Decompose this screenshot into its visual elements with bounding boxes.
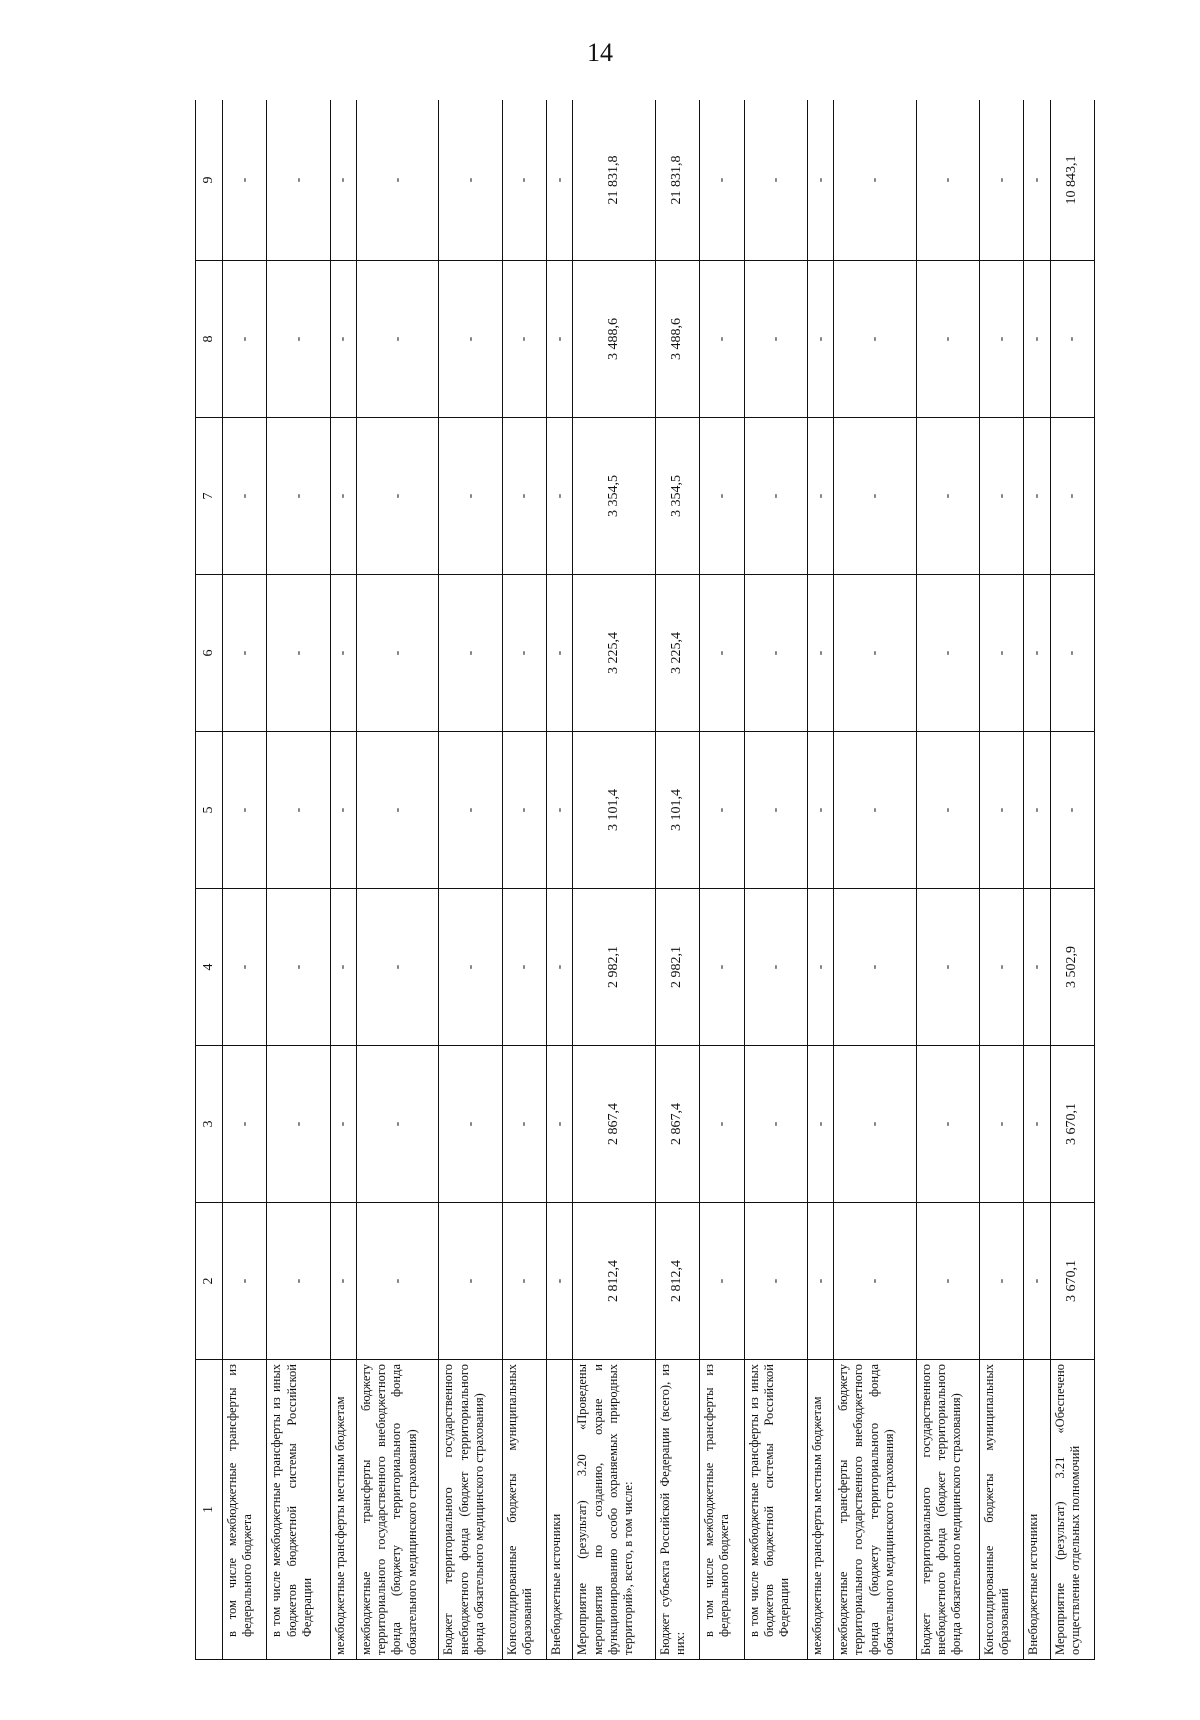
row-label: Мероприятие (результат) 3.21 «Обеспечено осуществление отдельных полномочий: [1050, 1360, 1094, 1660]
column-header-1: 1: [196, 1360, 223, 1660]
cell-value: -: [439, 575, 502, 732]
table-row: [916, 100, 979, 1660]
cell-value: -: [356, 100, 438, 261]
cell-value: -: [700, 418, 744, 575]
cell-value: -: [979, 1203, 1023, 1360]
table-body: [223, 100, 1095, 1660]
cell-value: -: [700, 732, 744, 889]
cell-value: -: [834, 100, 916, 261]
table-row: [744, 100, 807, 1660]
cell-value: -: [744, 732, 807, 889]
cell-value: -: [979, 575, 1023, 732]
row-label: Консолидированные бюджеты муниципальных образований: [979, 1360, 1023, 1660]
cell-value: -: [744, 261, 807, 418]
cell-value: -: [547, 889, 573, 1046]
column-header-4: 4: [196, 889, 223, 1046]
cell-value: -: [330, 732, 356, 889]
cell-value: 3 488,6: [655, 261, 699, 418]
table-row: [1050, 100, 1094, 1660]
row-label: в том числе межбюджетные трансферты из федерального бюджета: [223, 1360, 267, 1660]
table-row: [439, 100, 502, 1660]
cell-value: -: [439, 1203, 502, 1360]
cell-value: 3 225,4: [655, 575, 699, 732]
cell-value: -: [330, 1203, 356, 1360]
table-row: [807, 100, 833, 1660]
cell-value: -: [744, 418, 807, 575]
cell-value: -: [1024, 1203, 1050, 1360]
cell-value: 2 982,1: [573, 889, 655, 1046]
cell-value: -: [356, 1046, 438, 1203]
column-header-2: 2: [196, 1203, 223, 1360]
cell-value: -: [502, 889, 546, 1046]
cell-value: -: [223, 1203, 267, 1360]
cell-value: -: [223, 575, 267, 732]
cell-value: -: [223, 418, 267, 575]
table-header: [196, 100, 223, 1660]
cell-value: -: [223, 889, 267, 1046]
cell-value: -: [807, 732, 833, 889]
cell-value: -: [807, 575, 833, 732]
cell-value: -: [916, 1046, 979, 1203]
cell-value: -: [1024, 418, 1050, 575]
cell-value: 2 982,1: [655, 889, 699, 1046]
cell-value: -: [979, 889, 1023, 1046]
cell-value: -: [502, 1046, 546, 1203]
cell-value: 3 225,4: [573, 575, 655, 732]
cell-value: -: [700, 261, 744, 418]
cell-value: -: [916, 732, 979, 889]
cell-value: 21 831,8: [573, 100, 655, 261]
cell-value: -: [834, 732, 916, 889]
cell-value: -: [502, 261, 546, 418]
cell-value: 3 502,9: [1050, 889, 1094, 1046]
cell-value: -: [267, 1046, 330, 1203]
cell-value: -: [439, 732, 502, 889]
cell-value: 2 812,4: [655, 1203, 699, 1360]
cell-value: -: [330, 889, 356, 1046]
cell-value: -: [502, 575, 546, 732]
cell-value: 2 867,4: [655, 1046, 699, 1203]
table-row: [267, 100, 330, 1660]
cell-value: -: [223, 100, 267, 261]
cell-value: -: [916, 100, 979, 261]
row-label: Бюджет субъекта Российской Федерации (всего), из них:: [655, 1360, 699, 1660]
table-row: [655, 100, 699, 1660]
column-header-7: 7: [196, 418, 223, 575]
cell-value: -: [330, 418, 356, 575]
cell-value: -: [502, 100, 546, 261]
cell-value: -: [547, 100, 573, 261]
table-row: [223, 100, 267, 1660]
cell-value: -: [502, 732, 546, 889]
row-label: в том числе межбюджетные трансферты из федерального бюджета: [700, 1360, 744, 1660]
table-row: [573, 100, 655, 1660]
cell-value: -: [330, 1046, 356, 1203]
cell-value: -: [1024, 1046, 1050, 1203]
cell-value: -: [267, 100, 330, 261]
column-header-3: 3: [196, 1046, 223, 1203]
cell-value: -: [700, 889, 744, 1046]
table-row: [700, 100, 744, 1660]
cell-value: -: [356, 575, 438, 732]
cell-value: -: [807, 100, 833, 261]
cell-value: -: [1024, 889, 1050, 1046]
column-header-8: 8: [196, 261, 223, 418]
cell-value: -: [744, 100, 807, 261]
cell-value: -: [979, 1046, 1023, 1203]
cell-value: 3 488,6: [573, 261, 655, 418]
cell-value: 3 670,1: [1050, 1203, 1094, 1360]
cell-value: -: [547, 261, 573, 418]
cell-value: -: [916, 575, 979, 732]
cell-value: -: [979, 100, 1023, 261]
cell-value: -: [979, 732, 1023, 889]
page-number: 14: [587, 38, 613, 67]
cell-value: -: [267, 1203, 330, 1360]
cell-value: -: [700, 1046, 744, 1203]
cell-value: -: [223, 1046, 267, 1203]
cell-value: -: [439, 100, 502, 261]
cell-value: -: [223, 261, 267, 418]
cell-value: 3 670,1: [1050, 1046, 1094, 1203]
cell-value: -: [502, 1203, 546, 1360]
column-header-5: 5: [196, 732, 223, 889]
table-row: [1024, 100, 1050, 1660]
cell-value: -: [834, 1203, 916, 1360]
cell-value: -: [267, 261, 330, 418]
row-label: Бюджет территориального государственного внебюджетного фонда (бюджет территориального фонда обязательного медицинского страхования): [916, 1360, 979, 1660]
table-row: [547, 100, 573, 1660]
row-label: Бюджет территориального государственного внебюджетного фонда (бюджет территориального фонда обязательного медицинского страхования): [439, 1360, 502, 1660]
cell-value: -: [267, 732, 330, 889]
cell-value: 3 354,5: [573, 418, 655, 575]
cell-value: -: [1024, 575, 1050, 732]
cell-value: -: [439, 1046, 502, 1203]
row-label: в том числе межбюджетные трансферты из иных бюджетов бюджетной системы Российской Федерации: [267, 1360, 330, 1660]
cell-value: -: [807, 261, 833, 418]
cell-value: -: [502, 418, 546, 575]
cell-value: -: [547, 732, 573, 889]
row-label: межбюджетные трансферты местным бюджетам: [807, 1360, 833, 1660]
cell-value: -: [356, 1203, 438, 1360]
cell-value: 10 843,1: [1050, 100, 1094, 261]
cell-value: -: [834, 575, 916, 732]
cell-value: -: [1050, 575, 1094, 732]
table-row: [356, 100, 438, 1660]
cell-value: -: [356, 889, 438, 1046]
table-row: [330, 100, 356, 1660]
cell-value: 2 867,4: [573, 1046, 655, 1203]
cell-value: -: [267, 889, 330, 1046]
cell-value: -: [916, 418, 979, 575]
row-label: Внебюджетные источники: [547, 1360, 573, 1660]
header-row: [196, 100, 223, 1660]
cell-value: -: [547, 1203, 573, 1360]
cell-value: -: [700, 575, 744, 732]
row-label: в том числе межбюджетные трансферты из иных бюджетов бюджетной системы Российской Федерации: [744, 1360, 807, 1660]
cell-value: -: [834, 418, 916, 575]
row-label: межбюджетные трансферты местным бюджетам: [330, 1360, 356, 1660]
cell-value: -: [807, 1046, 833, 1203]
cell-value: -: [700, 1203, 744, 1360]
cell-value: -: [223, 732, 267, 889]
cell-value: -: [547, 1046, 573, 1203]
cell-value: -: [356, 418, 438, 575]
cell-value: -: [439, 261, 502, 418]
cell-value: 3 101,4: [573, 732, 655, 889]
rotated-table-container: [195, 100, 1095, 1660]
cell-value: -: [807, 1203, 833, 1360]
cell-value: -: [1024, 100, 1050, 261]
cell-value: -: [807, 889, 833, 1046]
cell-value: -: [1024, 732, 1050, 889]
cell-value: -: [547, 575, 573, 732]
row-label: межбюджетные трансферты бюджету территориального государственного внебюджетного фонда (бюджету территориального фонда обязательного медицинского страхования): [356, 1360, 438, 1660]
cell-value: -: [439, 889, 502, 1046]
column-header-9: 9: [196, 100, 223, 261]
cell-value: -: [916, 1203, 979, 1360]
cell-value: -: [267, 418, 330, 575]
cell-value: -: [916, 261, 979, 418]
cell-value: -: [330, 100, 356, 261]
row-label: межбюджетные трансферты бюджету территориального государственного внебюджетного фонда (бюджету территориального фонда обязательного медицинского страхования): [834, 1360, 916, 1660]
cell-value: -: [979, 418, 1023, 575]
column-header-6: 6: [196, 575, 223, 732]
cell-value: -: [547, 418, 573, 575]
row-label: Внебюджетные источники: [1024, 1360, 1050, 1660]
row-label: Мероприятие (результат) 3.20 «Проведены мероприятия по созданию, охране и функционированию особо охраняемых природных территорий», всего, в том числе:: [573, 1360, 655, 1660]
budget-table: [195, 100, 1095, 1660]
rotated-table-area: [195, 100, 1095, 1660]
cell-value: 3 101,4: [655, 732, 699, 889]
cell-value: -: [356, 732, 438, 889]
cell-value: -: [267, 575, 330, 732]
cell-value: -: [356, 261, 438, 418]
cell-value: -: [330, 261, 356, 418]
cell-value: 21 831,8: [655, 100, 699, 261]
cell-value: -: [744, 889, 807, 1046]
cell-value: -: [834, 261, 916, 418]
cell-value: -: [834, 889, 916, 1046]
cell-value: -: [834, 1046, 916, 1203]
table-row: [979, 100, 1023, 1660]
cell-value: -: [1050, 418, 1094, 575]
cell-value: -: [330, 575, 356, 732]
table-row: [834, 100, 916, 1660]
cell-value: -: [744, 575, 807, 732]
row-label: Консолидированные бюджеты муниципальных образований: [502, 1360, 546, 1660]
cell-value: 2 812,4: [573, 1203, 655, 1360]
cell-value: -: [1050, 732, 1094, 889]
cell-value: -: [1050, 261, 1094, 418]
cell-value: -: [1024, 261, 1050, 418]
cell-value: -: [744, 1046, 807, 1203]
cell-value: -: [439, 418, 502, 575]
table-row: [502, 100, 546, 1660]
cell-value: -: [807, 418, 833, 575]
cell-value: -: [700, 100, 744, 261]
cell-value: -: [979, 261, 1023, 418]
cell-value: -: [744, 1203, 807, 1360]
cell-value: 3 354,5: [655, 418, 699, 575]
cell-value: -: [916, 889, 979, 1046]
